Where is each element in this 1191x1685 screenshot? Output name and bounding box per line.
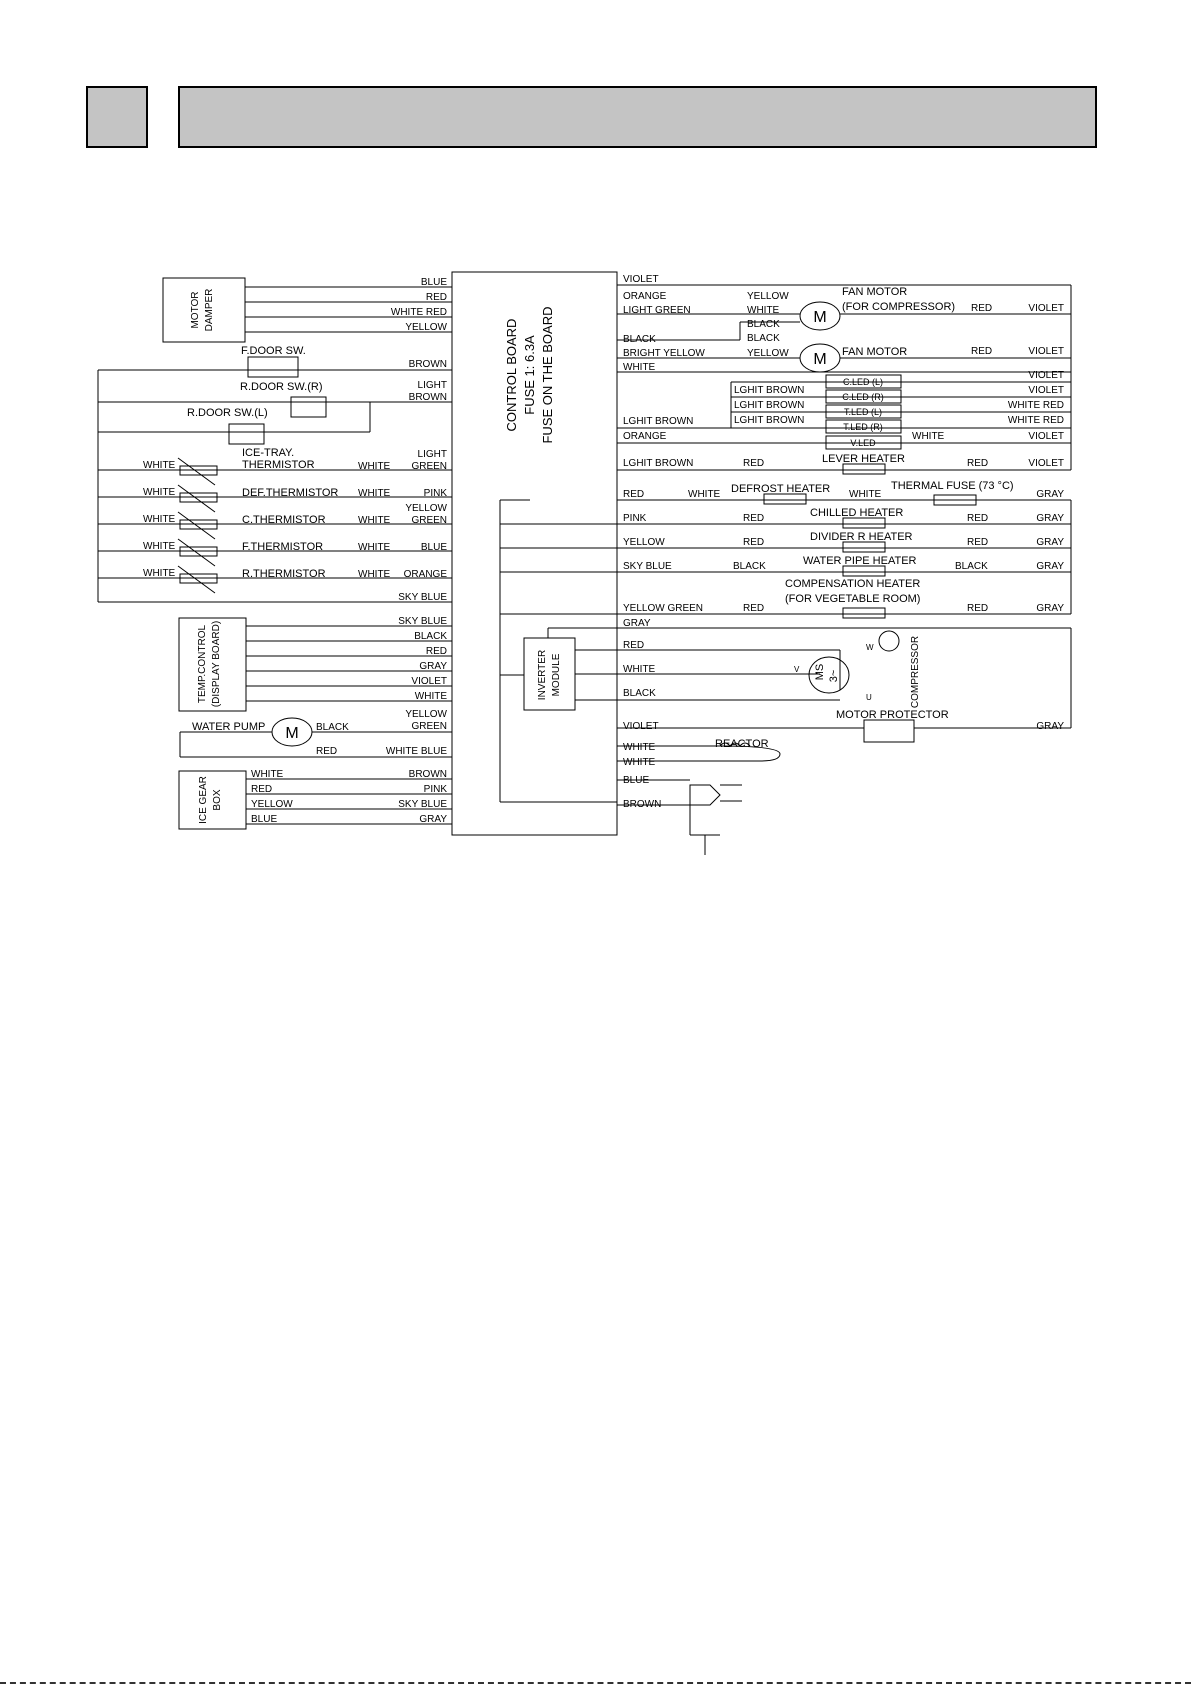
wire-label: VIOLET (623, 274, 659, 285)
fan-motor-comp-label-2: (FOR COMPRESSOR) (842, 301, 956, 313)
compressor-label: COMPRESSOR (910, 635, 921, 709)
footer-rule (0, 1682, 1191, 1684)
wire-label: PINK (423, 488, 447, 499)
motor-protector-label: MOTOR PROTECTOR (836, 709, 949, 721)
wire-label: GRAY (1036, 561, 1064, 572)
wire-label: RED (971, 346, 993, 357)
t-led-r-label: T.LED (R) (843, 422, 883, 432)
compensation-heater-label: COMPENSATION HEATER (785, 578, 921, 590)
wires (98, 272, 1071, 855)
compensation-heater-label-2: (FOR VEGETABLE ROOM) (785, 593, 921, 605)
temp-control-label: TEMP.CONTROL (197, 624, 208, 704)
wire-label: BLACK (747, 333, 780, 344)
control-board-label: CONTROL BOARD (504, 318, 519, 432)
wire-label: BROWN (623, 799, 662, 810)
wire-label: ORANGE (623, 431, 667, 442)
wire-label: YELLOW (623, 537, 665, 548)
wire-label: LGHIT BROWN (623, 416, 694, 427)
wire-label: LGHIT BROWN (734, 415, 805, 426)
wire-label: WHITE (143, 487, 176, 498)
wire-label: RED (425, 646, 447, 657)
wire-label: WHITE (849, 489, 882, 500)
right-end-labels (1008, 303, 1064, 732)
wire-label: WHITE (623, 742, 656, 753)
wire-label: WHITE (251, 769, 284, 780)
wire-label: GRAY (419, 661, 447, 672)
ice-gear-box-label-2: BOX (212, 789, 223, 811)
fan-motor-label: FAN MOTOR (842, 346, 908, 358)
def-thermistor-label: DEF.THERMISTOR (242, 487, 339, 499)
wire-label: BLUE (251, 814, 278, 825)
wire-label: RED (971, 303, 993, 314)
wire-label: GRAY (1036, 537, 1064, 548)
wire-label: GREEN (411, 461, 447, 472)
c-thermistor-label: C.THERMISTOR (242, 514, 326, 526)
wire-label: YELLOW (405, 322, 447, 333)
t-led-l-label: T.LED (L) (843, 407, 883, 417)
wire-label: WHITE (358, 569, 391, 580)
wire-label: WHITE RED (1007, 400, 1064, 411)
wire-label: GRAY (1036, 721, 1064, 732)
wire-label: LIGHT (417, 380, 447, 391)
reactor-label: REACTOR (715, 738, 769, 750)
fan-motor-comp-label: FAN MOTOR (842, 286, 908, 298)
wire-label: YELLOW (251, 799, 293, 810)
wire-label: VIOLET (623, 721, 659, 732)
fan-motor-symbol: M (813, 351, 827, 368)
wire-label: LGHIT BROWN (734, 385, 805, 396)
wire-label: GRAY (1036, 513, 1064, 524)
wire-label: YELLOW (747, 291, 789, 302)
wire-label: RED (967, 513, 989, 524)
wire-label: BLUE (623, 775, 650, 786)
wire-label: WHITE (143, 568, 176, 579)
wire-label: LIGHT (417, 449, 447, 460)
terminal-u: U (866, 693, 872, 702)
wire-label: WHITE (358, 515, 391, 526)
fuse-label: FUSE 1: 6.3A (522, 335, 537, 415)
f-thermistor-label: F.THERMISTOR (242, 541, 324, 553)
ms-phase: 3~ (828, 669, 840, 683)
c-led-r-label: C.LED (R) (842, 392, 884, 402)
wire-label: ORANGE (403, 569, 447, 580)
wire-label: BLACK (747, 319, 780, 330)
water-pipe-heater-label: WATER PIPE HEATER (803, 555, 917, 567)
wire-label: VIOLET (1028, 385, 1064, 396)
wire-label: WHITE (623, 362, 656, 373)
wire-label: GRAY (419, 814, 447, 825)
wire-label: WHITE (747, 305, 780, 316)
temp-control-label-2: (DISPLAY BOARD) (211, 620, 222, 708)
wire-label: VIOLET (1028, 458, 1064, 469)
wire-label: ORANGE (623, 291, 667, 302)
wire-label: GREEN (411, 721, 447, 732)
wire-label: WHITE (358, 542, 391, 553)
r-door-sw-l-label: R.DOOR SW.(L) (187, 407, 268, 419)
wire-label: RED (967, 537, 989, 548)
wire-label: WHITE (358, 488, 391, 499)
wire-label: PINK (623, 513, 647, 524)
wire-label: BLACK (316, 722, 349, 733)
wire-label: BLACK (623, 334, 656, 345)
r-thermistor-label: R.THERMISTOR (242, 568, 326, 580)
wire-label: RED (743, 603, 765, 614)
fuse-on-board-label: FUSE ON THE BOARD (540, 306, 555, 444)
wire-label: RED (623, 489, 645, 500)
water-pump-label: WATER PUMP (192, 721, 266, 733)
wire-label: RED (743, 537, 765, 548)
chilled-heater-label: CHILLED HEATER (810, 507, 904, 519)
wire-label: RED (316, 746, 338, 757)
wire-label: BROWN (408, 392, 447, 403)
wire-label: WHITE (143, 541, 176, 552)
wire-label: VIOLET (1028, 346, 1064, 357)
wire-label: WHITE (414, 691, 447, 702)
labels (143, 274, 1064, 825)
wire-label: WHITE (623, 664, 656, 675)
wire-label: RED (743, 513, 765, 524)
r-door-sw-r-label: R.DOOR SW.(R) (240, 381, 323, 393)
ms-symbol: MS (814, 663, 826, 681)
wire-label: BLUE (420, 542, 447, 553)
ice-gear-box-label: ICE GEAR (198, 776, 209, 824)
wire-label: WHITE RED (390, 307, 447, 318)
motor-damper-label: MOTOR (190, 291, 201, 329)
wire-label: YELLOW (405, 503, 447, 514)
lever-heater-label: LEVER HEATER (822, 453, 905, 465)
wire-label: VIOLET (1028, 370, 1064, 381)
wire-label: WHITE (143, 514, 176, 525)
terminal-v: V (794, 665, 800, 674)
water-pump-symbol: M (285, 725, 299, 742)
wire-label: BLACK (733, 561, 766, 572)
wire-label: RED (251, 784, 273, 795)
wire-label: LGHIT BROWN (734, 400, 805, 411)
wire-label: RED (743, 458, 765, 469)
terminal-w: W (866, 643, 874, 652)
wire-label: RED (967, 458, 989, 469)
wire-label: GRAY (623, 618, 651, 629)
wire-label: LIGHT GREEN (623, 305, 691, 316)
wire-label: YELLOW GREEN (623, 603, 704, 614)
wire-label: YELLOW (405, 709, 447, 720)
wire-label: RED (623, 640, 645, 651)
divider-r-heater-label: DIVIDER R HEATER (810, 531, 913, 543)
wire-label: BLACK (955, 561, 988, 572)
wire-label: BROWN (408, 359, 447, 370)
defrost-heater-label: DEFROST HEATER (731, 483, 831, 495)
wire-label: RED (425, 292, 447, 303)
v-led-label: V.LED (850, 438, 876, 448)
motor-damper-label-2: DAMPER (204, 288, 215, 332)
wire-label: WHITE (912, 431, 945, 442)
wire-label: LGHIT BROWN (623, 458, 694, 469)
wire-label: GREEN (411, 515, 447, 526)
wire-label: BLACK (623, 688, 656, 699)
wire-label: WHITE (688, 489, 721, 500)
wire-label: VIOLET (1028, 303, 1064, 314)
inverter-module-label: INVERTER (537, 649, 548, 701)
wire-label: WHITE RED (1007, 415, 1064, 426)
wire-label: SKY BLUE (398, 616, 447, 627)
wire-label: SKY BLUE (398, 799, 447, 810)
wire-label: PINK (423, 784, 447, 795)
wire-label: WHITE (143, 460, 176, 471)
wire-label: RED (967, 603, 989, 614)
wire-label: WHITE (623, 757, 656, 768)
fan-motor-comp-symbol: M (813, 309, 827, 326)
ice-tray-thermistor-label-2: THERMISTOR (242, 459, 315, 471)
wire-label: SKY BLUE (398, 592, 447, 603)
wire-label: BLACK (414, 631, 447, 642)
wire-label: YELLOW (747, 348, 789, 359)
c-led-l-label: C.LED (L) (842, 377, 884, 387)
wire-label: SKY BLUE (623, 561, 672, 572)
right-wire-labels (623, 274, 992, 810)
wire-label: WHITE BLUE (385, 746, 447, 757)
wire-label: BLUE (420, 277, 447, 288)
wire-label: VIOLET (411, 676, 447, 687)
wire-label: BROWN (408, 769, 447, 780)
wire-label: GRAY (1036, 603, 1064, 614)
ice-tray-thermistor-label: ICE-TRAY. (242, 447, 295, 459)
wire-label: GRAY (1036, 489, 1064, 500)
wire-label: BRIGHT YELLOW (623, 348, 705, 359)
wire-label: WHITE (358, 461, 391, 472)
wire-label: VIOLET (1028, 431, 1064, 442)
thermal-fuse-label: THERMAL FUSE (73 °C) (891, 480, 1014, 492)
inverter-module-label-2: MODULE (551, 653, 562, 697)
f-door-sw-label: F.DOOR SW. (241, 345, 306, 357)
